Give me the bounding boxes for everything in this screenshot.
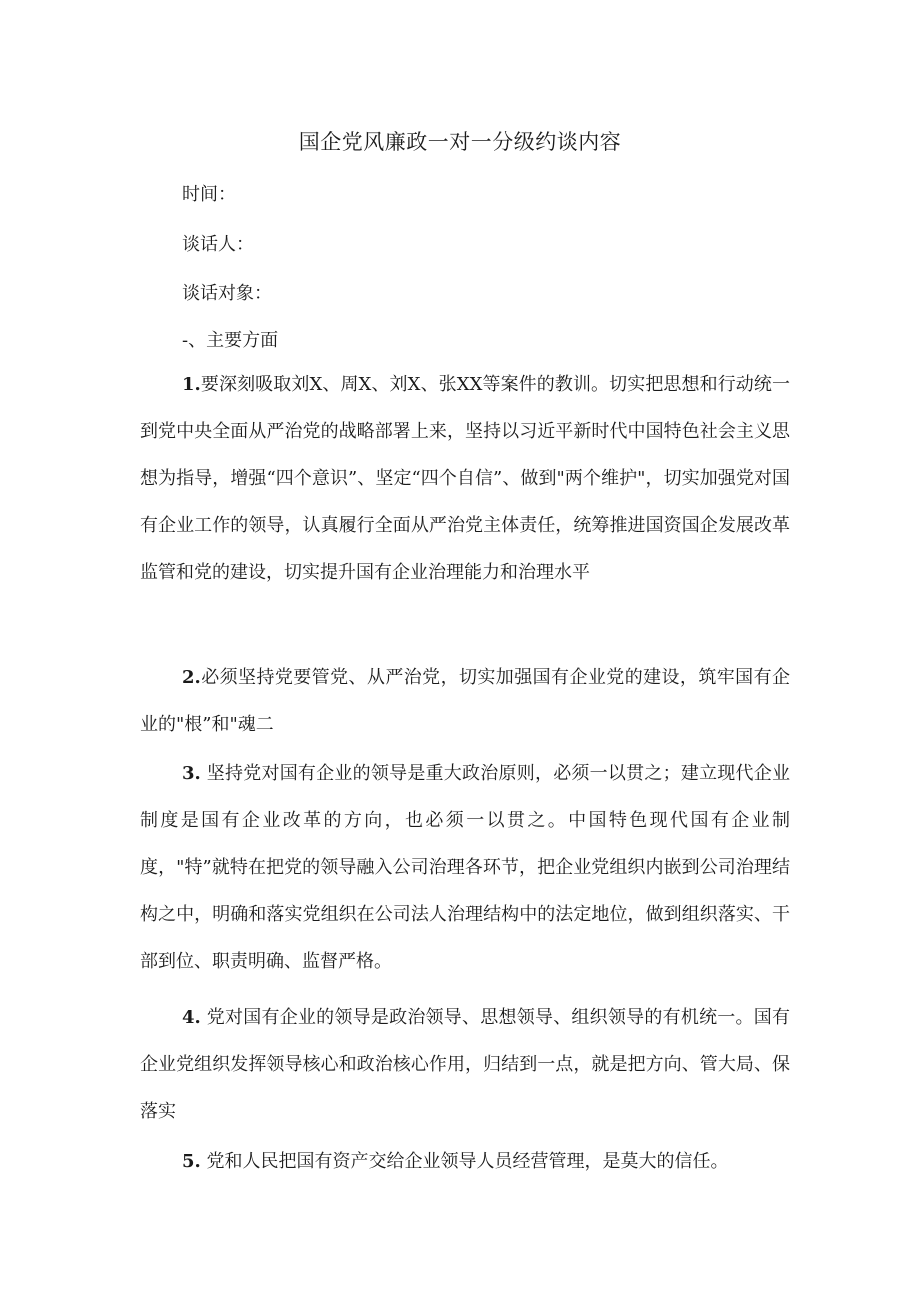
paragraph-number: 5.: [182, 1151, 201, 1172]
paragraph-text: 党对国有企业的领导是政治领导、思想领导、组织领导的有机统一。国有企业党组织发挥领导核心和政治核心作用，归结到一点，就是把方向、管大局、保落实: [140, 1007, 790, 1122]
paragraph-number: 1.: [182, 374, 201, 395]
paragraph-text: 要深刻吸取刘X、周X、刘X、张XX等案件的教训。切实把思想和行动统一到党中央全面从严治党的战略部署上来，坚持以习近平新时代中国特色社会主义思想为指导，增强“四个意识”、坚定“四个自信”、做到"两个维护"，切实加强党对国有企业工作的领导，认真履行全面从严治党主体责任，统筹推进国资国企发展改革监管和党的建设，切实提升国有企业治理能力和治理水平: [140, 374, 790, 583]
section-heading: -、主要方面: [182, 330, 279, 351]
document-title: 国企党风廉政一对一分级约谈内容: [298, 130, 622, 154]
paragraph-number: 4.: [182, 1007, 201, 1028]
paragraph-number: 3.: [182, 763, 201, 784]
paragraph-2: [140, 654, 790, 748]
meta-time-label: 时间：: [182, 184, 236, 205]
paragraph-text: 坚持党对国有企业的领导是重大政治原则，必须一以贯之；建立现代企业制度是国有企业改革的方向，也必须一以贯之。中国特色现代国有企业制度，"特”就特在把党的领导融入公司治理各环节，把企业党组织内嵌到公司治理结构之中，明确和落实党组织在公司法人治理结构中的法定地位，做到组织落实、干部到位、职责明确、监督严格。: [140, 763, 790, 972]
paragraph-3: [140, 750, 790, 985]
paragraph-text: 党和人民把国有资产交给企业领导人员经营管理，是莫大的信任。: [200, 1151, 729, 1172]
meta-target-label: 谈话对象：: [182, 283, 272, 304]
paragraph-number: 2.: [182, 667, 201, 688]
paragraph-4: [140, 994, 790, 1135]
paragraph-5: [140, 1138, 790, 1185]
paragraph-text: 必须坚持党要管党、从严治党，切实加强国有企业党的建设，筑牢国有企业的"根”和"魂二: [140, 667, 790, 735]
paragraph-1: [140, 361, 790, 596]
meta-speaker-label: 谈话人：: [182, 234, 254, 255]
